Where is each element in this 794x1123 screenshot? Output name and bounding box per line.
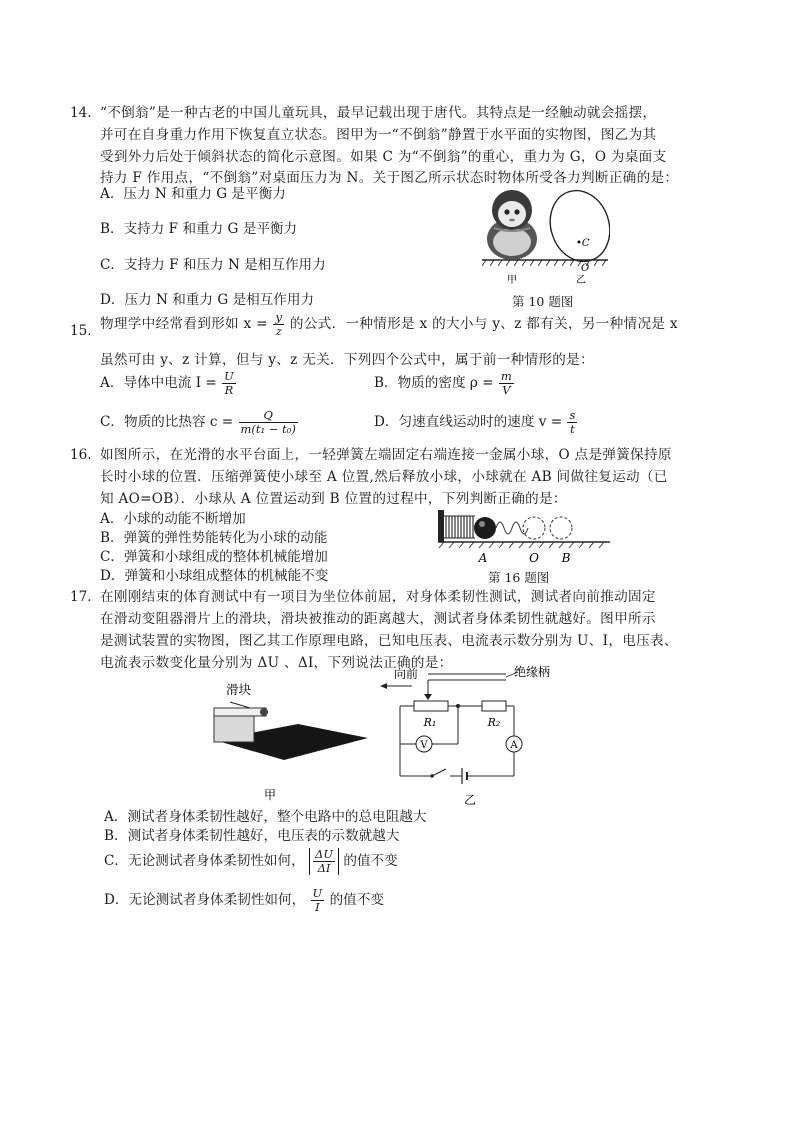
figure-caption: 第 10 题图 [512, 294, 574, 309]
formula-prefix: 物理学中经常看到形如 x = [100, 316, 268, 332]
slider-arrow [424, 694, 432, 700]
option-b[interactable]: B．测试者身体柔韧性越好，电压表的示数就越大 [104, 828, 400, 844]
table-hatch [439, 542, 604, 548]
box [214, 714, 254, 742]
compressed-spring [444, 516, 475, 538]
question-number: 16. [70, 447, 92, 463]
figure-label-yi: 乙 [576, 275, 586, 286]
formula-fraction [222, 370, 236, 397]
fraction-denominator: R [224, 383, 234, 397]
point-a-label: A [478, 551, 488, 565]
option-tail: 的值不变 [329, 892, 384, 908]
wall [438, 510, 444, 542]
formula-fraction [273, 311, 284, 338]
fraction-denominator: t [570, 422, 575, 436]
option-b[interactable]: B．支持力 F 和重力 G 是平衡力 [100, 221, 298, 237]
option-label: A．导体中电流 I = [100, 375, 217, 391]
spring-figure [434, 500, 614, 568]
option-d[interactable]: D．压力 N 和重力 G 是相互作用力 [100, 292, 315, 308]
tumbler-photo [487, 190, 537, 260]
fraction-numerator: Q [239, 409, 298, 423]
question-number: 15. [70, 323, 92, 339]
formula-fraction [499, 370, 514, 397]
point-o-label: O [581, 263, 590, 274]
fraction-numerator: U [224, 369, 234, 383]
option-c[interactable]: C．弹簧和小球组成的整体机械能增加 [100, 549, 328, 565]
tilted-tumbler-outline [541, 183, 610, 269]
question-text-line: 并可在自身重力作用下恢复直立状态。图甲为一“不倒翁”静置于水平面的实物图，图乙为其 [100, 127, 657, 143]
option-a[interactable] [100, 370, 237, 397]
tumbler-figure [480, 182, 610, 292]
option-b[interactable] [374, 370, 515, 397]
question-text-line: 如图所示，在光滑的水平台面上，一轻弹簧左端固定右端连接一金属小球，O 点是弹簧保持原 [100, 447, 672, 463]
point-o-label: O [529, 551, 539, 565]
slider-knob [260, 708, 268, 716]
fraction-numerator: U [312, 886, 323, 900]
question-text-line: 虽然可由 y、z 计算，但与 y、z 无关．下列四个公式中，属于前一种情形的是： [100, 352, 594, 368]
resistor-r2 [482, 701, 506, 711]
question-text-line: 在滑动变阻器滑片上的滑块，滑块被推动的距离越大，测试者身体柔韧性就越好。图甲所示 [100, 611, 656, 627]
r1-label: R₁ [423, 716, 437, 729]
question-text-line: “不倒翁”是一种古老的中国儿童玩具，最早记载出现于唐代。其特点是一经触动就会摇摆， [100, 105, 657, 121]
ball-at-o [523, 517, 545, 539]
formula-fraction [311, 887, 325, 914]
resistor-r1 [414, 701, 448, 711]
figure-label-yi: 乙 [463, 793, 477, 807]
fraction-denominator: z [275, 324, 283, 338]
question-text-line: 电流表示数变化量分别为 ΔU 、ΔI，下列说法正确的是： [100, 655, 453, 671]
option-c[interactable]: C．支持力 F 和压力 N 是相互作用力 [100, 257, 326, 273]
formula-fraction [313, 848, 335, 875]
option-label: D．匀速直线运动时的速度 v = [374, 414, 563, 430]
fraction-numerator: m [500, 369, 512, 383]
option-label: C．物质的比热容 c = [100, 414, 234, 430]
extended-spring [496, 522, 528, 534]
voltmeter-label: V [420, 740, 428, 751]
handle-label: 绝缘柄 [514, 665, 551, 679]
formula-fraction [239, 409, 298, 436]
question-text-rest: 的公式．一种情形是 x 的大小与 y、z 都有关，另一种情况是 x [289, 316, 678, 332]
option-a[interactable]: A．小球的动能不断增加 [100, 511, 246, 527]
question-text-line: 持力 F 作用点，“不倒翁”对桌面压力为 N。关于图乙所示状态时物体所受各力判断正确的是： [100, 170, 679, 186]
option-d[interactable]: D．弹簧和小球组成整体的机械能不变 [100, 568, 329, 584]
fraction-numerator: s [569, 408, 576, 422]
option-label: B．物质的密度 ρ = [374, 375, 494, 391]
formula-fraction [567, 409, 577, 436]
switch-blade [432, 769, 446, 776]
option-tail: 的值不变 [343, 853, 398, 869]
slider-label: 滑块 [226, 682, 252, 697]
option-c[interactable] [100, 409, 299, 436]
option-b[interactable]: B．弹簧的弹性势能转化为小球的动能 [100, 530, 328, 546]
question-text-line [100, 311, 678, 338]
point-c-label: •C [576, 238, 590, 249]
option-d[interactable] [374, 409, 578, 436]
option-a[interactable]: A．测试者身体柔韧性越好，整个电路中的总电阻越大 [104, 809, 427, 825]
fraction-denominator: m(t₁ − t₀) [240, 422, 296, 436]
option-a[interactable]: A．压力 N 和重力 G 是平衡力 [100, 186, 286, 202]
question-number: 17. [70, 589, 92, 605]
question-text-line: 在刚刚结束的体育测试中有一项目为坐位体前屈，对身体柔韧性测试，测试者向前推动固定 [100, 589, 656, 605]
figure-caption: 第 16 题图 [488, 570, 550, 585]
ball-highlight [479, 521, 485, 527]
option-label: D．无论测试者身体柔韧性如何， [104, 892, 306, 908]
figure-label-jia: 甲 [507, 275, 517, 286]
figure-label-jia: 甲 [263, 788, 277, 802]
fraction-denominator: ΔI [317, 861, 331, 875]
ammeter-label: A [510, 740, 518, 751]
point-b-label: B [561, 551, 571, 565]
forward-arrow-head [380, 683, 387, 689]
question-number: 14. [70, 105, 92, 121]
option-c[interactable] [104, 848, 398, 875]
ball-at-b [550, 517, 572, 539]
absolute-value [309, 848, 339, 875]
slider-track [214, 708, 266, 716]
question-text-line: 知 AO=OB）．小球从 A 位置运动到 B 位置的过程中，下列判断正确的是： [100, 491, 567, 507]
fraction-denominator: I [315, 900, 320, 914]
fraction-numerator: y [275, 310, 283, 324]
question-text-line: 受到外力后处于倾斜状态的简化示意图。如果 C 为“不倒翁”的重心，重力为 G，O 为桌面支 [100, 149, 667, 165]
ball-at-a [474, 517, 496, 539]
option-label: C．无论测试者身体柔韧性如何， [104, 853, 305, 869]
apparatus-figure [200, 672, 370, 802]
question-text-line: 长时小球的位置．压缩弹簧使小球至 A 位置,然后释放小球，小球就在 AB 间做往复运动（已 [100, 469, 668, 485]
question-text-line: 是测试装置的实物图，图乙其工作原理电路，已知电压表、电流表示数分别为 U、I，电压表、 [100, 633, 678, 649]
option-d[interactable] [104, 887, 384, 914]
circuit-figure [378, 664, 560, 810]
fraction-denominator: V [502, 383, 511, 397]
forward-label: 向前 [394, 667, 419, 681]
r2-label: R₂ [487, 716, 501, 729]
pointer-line [230, 702, 250, 708]
fraction-numerator: ΔU [315, 847, 334, 861]
